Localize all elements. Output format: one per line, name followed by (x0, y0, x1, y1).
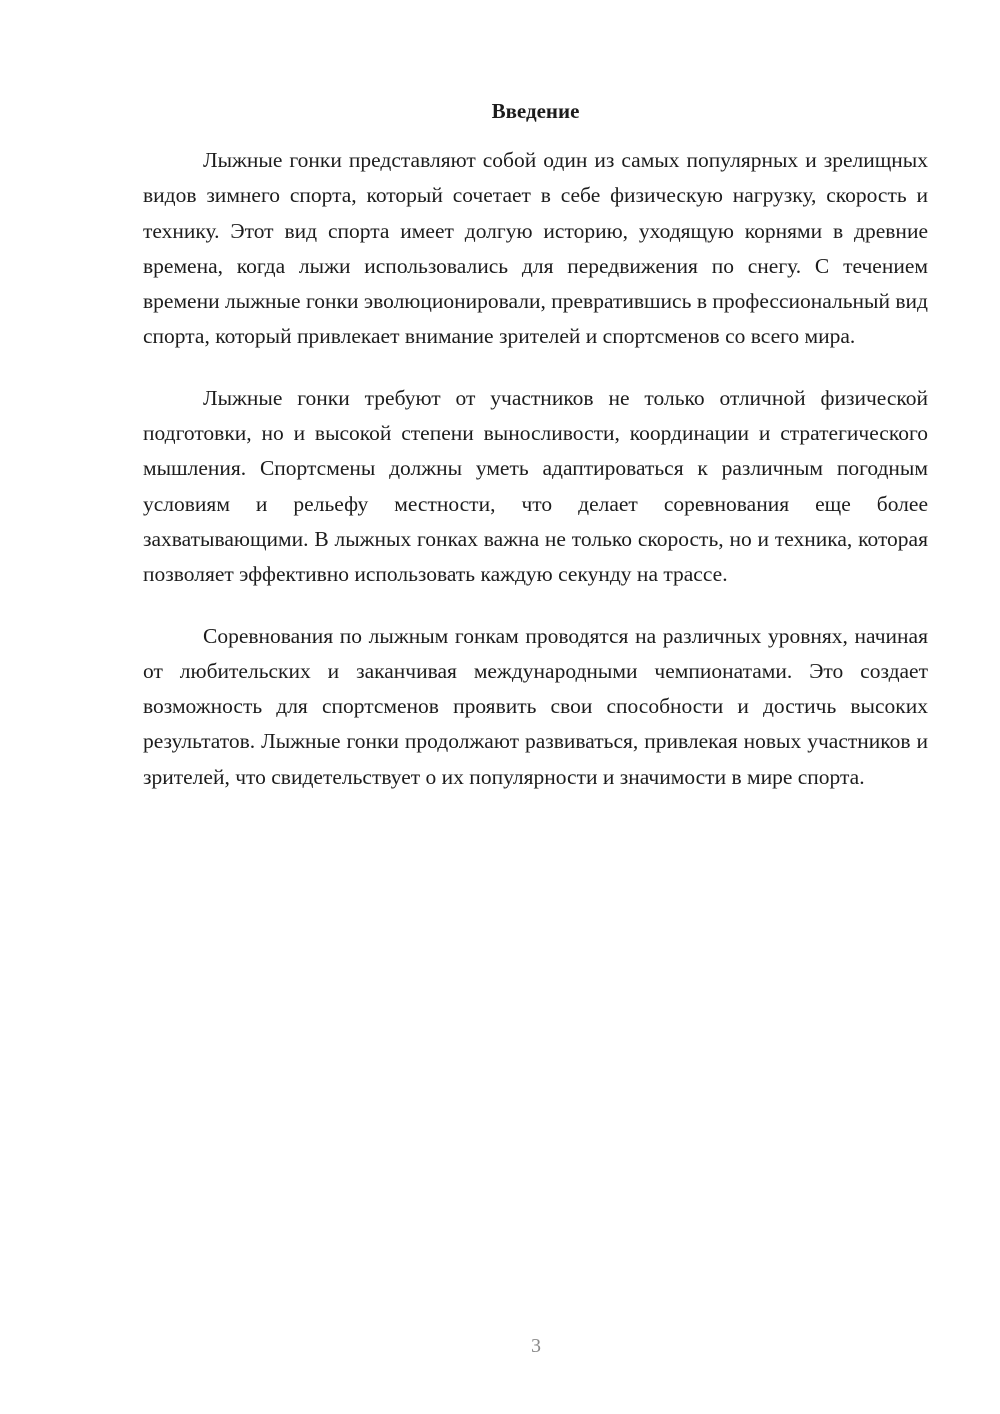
page-number: 3 (531, 1335, 541, 1357)
paragraph-1: Лыжные гонки представляют собой один из самых популярных и зрелищных видов зимнего спорта, который сочетает в себе физическую нагрузку, скорость и технику. Этот вид спорта имеет долгую историю, уходящую корнями в древние времена, когда лыжи использовались для передвижения по снегу. С течением времени лыжные гонки эволюционировали, превратившись в профессиональный вид спорта, который привлекает внимание зрителей и спортсменов со всего мира. (143, 148, 928, 349)
document-body (143, 143, 928, 821)
page-title: Введение (491, 99, 580, 123)
paragraph-3: Соревнования по лыжным гонкам проводятся на различных уровнях, начиная от любительских и заканчивая международными чемпионатами. Это создает возможность для спортсменов проявить свои способности и достичь высоких результатов. Лыжные гонки продолжают развиваться, привлекая новых участников и зрителей, что свидетельствует о их популярности и значимости в мире спорта. (143, 623, 928, 789)
paragraph-2: Лыжные гонки требуют от участников не только отличной физической подготовки, но и высокой степени выносливости, координации и стратегического мышления. Спортсмены должны уметь адаптироваться к различным погодным условиям и рельефу местности, что делает соревнования еще более захватывающими. В лыжных гонках важна не только скорость, но и техника, которая позволяет эффективно использовать каждую секунду на трассе. (143, 385, 928, 587)
